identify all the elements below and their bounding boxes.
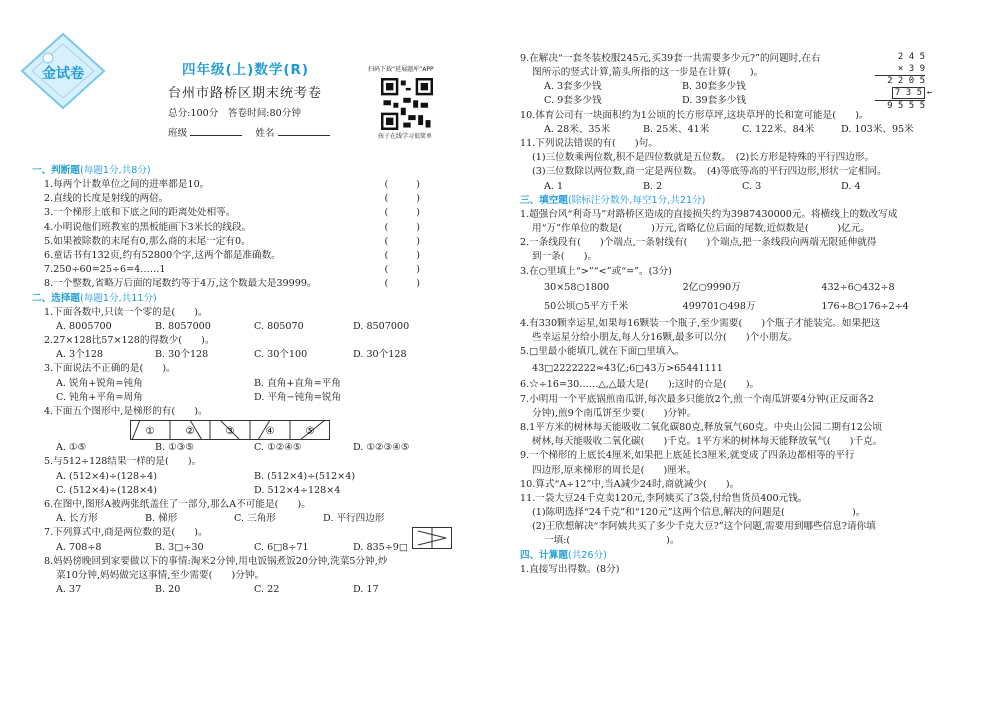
option-c[interactable]: C. 22 bbox=[254, 584, 280, 596]
option-a[interactable]: A. (512×4)÷(128÷4) bbox=[56, 470, 157, 482]
mc-q10-options bbox=[520, 123, 940, 137]
mc-q6-options bbox=[32, 512, 412, 526]
option-d[interactable]: D. ①②③④⑤ bbox=[353, 442, 410, 454]
option-c[interactable]: C. 30个100 bbox=[254, 349, 308, 361]
section-2-note: (每题1分,共11分) bbox=[79, 292, 157, 304]
fill-q2-line2: 到一条( )。 bbox=[532, 251, 598, 263]
fill-q3-row2 bbox=[520, 298, 960, 317]
five-shapes-figure bbox=[130, 420, 330, 440]
option-c[interactable]: C. 3 bbox=[742, 180, 762, 192]
option-b[interactable]: B. 3□÷30 bbox=[155, 541, 204, 553]
option-b[interactable]: B. 30套多少钱 bbox=[682, 81, 746, 93]
logo-badge bbox=[18, 30, 108, 112]
fill-q7-line1: 7.小明用一个平底锅煎南瓜饼,每次最多只能放2个,煎一个南瓜饼要4分钟(正反面各2 bbox=[520, 393, 874, 405]
class-label: 班级 bbox=[168, 128, 188, 139]
section-1-title: 一、判断题 bbox=[32, 164, 80, 176]
tf-q2: 2.直线的长度是射线的两倍。 () bbox=[44, 193, 448, 205]
tf-q5: 5.如果被除数的末尾有0,那么商的末尾一定有0。 () bbox=[44, 235, 448, 247]
fill-q11-part2: (2)王欣想解决“李阿姨共买了多少千克大豆?”这个问题,需要用到哪些信息?请你填 bbox=[532, 521, 876, 533]
fill-q5-line2[interactable]: 43□2222222≈43亿;6□43万>65441111 bbox=[532, 362, 723, 374]
name-label: 姓名 bbox=[255, 128, 275, 139]
option-c[interactable]: C. 钝角+平角=周角 bbox=[56, 391, 143, 403]
fill-q11: 11.一袋大豆24千克卖120元,李阿姨买了3袋,付给售货员400元钱。 bbox=[520, 492, 808, 504]
mc-q8-line1: 8.妈妈傍晚回到家要做以下的事情:淘米2分钟,用电饭锅煮饭20分钟,洗菜5分钟,炒 bbox=[44, 555, 388, 567]
covered-shape-figure bbox=[412, 527, 452, 549]
left-column bbox=[32, 164, 472, 597]
class-field[interactable] bbox=[190, 127, 242, 136]
fill-q9-line2: 四边形,原来梯形的周长是( )厘米。 bbox=[532, 464, 697, 476]
tf-q7: 7.250÷60=25÷6=4……1 () bbox=[44, 264, 448, 276]
option-b[interactable]: B. ①③⑤ bbox=[155, 442, 194, 454]
option-d[interactable]: D. 4 bbox=[841, 180, 861, 192]
option-c[interactable]: C. 三角形 bbox=[234, 513, 276, 525]
option-a[interactable]: A. 长方形 bbox=[56, 513, 98, 525]
option-a[interactable]: A. 3套多少钱 bbox=[544, 81, 602, 93]
option-a[interactable]: A. 28米、35米 bbox=[544, 123, 611, 135]
paper-subtitle: 台州市路桥区期末统考卷 bbox=[168, 86, 323, 101]
fill-q10: 10.算式“A÷12”中,当A减少24时,商就减少( )。 bbox=[520, 478, 740, 490]
option-c[interactable]: C. 122米、84米 bbox=[742, 123, 815, 135]
answer-paren[interactable]: () bbox=[384, 249, 448, 261]
fill-q4-line2: 些幸运星分给小朋友,每人分16颗,最多可以分( )个小朋友。 bbox=[532, 332, 798, 344]
calc-q1: 1.直接写出得数。(8分) bbox=[520, 563, 620, 575]
fill-q1-line1: 1.超强台风“利奇马”对路桥区造成的直接损失约为3987430000元。将横线上的数改写成 bbox=[520, 208, 898, 220]
answer-paren[interactable]: () bbox=[384, 264, 448, 276]
mc-q3: 3.下面说法不正确的是( )。 bbox=[44, 363, 176, 375]
mc-q4: 4.下面五个图形中,是梯形的有( )。 bbox=[44, 406, 208, 418]
option-b[interactable]: B. 梯形 bbox=[145, 513, 178, 525]
tf-q1: 1.每两个计数单位之间的进率都是10。 () bbox=[44, 179, 448, 191]
name-field[interactable] bbox=[278, 127, 330, 136]
option-d[interactable]: D. 835÷9□ bbox=[353, 541, 408, 553]
mc-q11: 11.下列说法错误的有( )句。 bbox=[520, 137, 658, 149]
option-d[interactable]: D. 8507000 bbox=[353, 320, 410, 332]
tf-q3: 3.一个梯形上底和下底之间的距离处处相等。 () bbox=[44, 207, 448, 219]
mc-q9-options-1 bbox=[520, 80, 820, 94]
mc-q5-options-2 bbox=[32, 484, 452, 498]
vert-row-1: 2 4 5 bbox=[897, 52, 925, 62]
mc-q6: 6.在图中,图形A被两张纸盖住了一部分,那么A不可能是( )。 bbox=[44, 498, 311, 510]
mc-q7: 7.下列算式中,商是两位数的是( )。 bbox=[44, 527, 208, 539]
mc-q11-options bbox=[520, 180, 940, 194]
fill-q8-line1: 8.1平方米的树林每天能吸收二氧化碳80克,释放氧气60克。中央山公园二期有12公顷 bbox=[520, 421, 882, 433]
mc-q4-options bbox=[32, 441, 452, 455]
fill-q6: 6.☆÷16=30……△,△最大是( );这时的☆是( )。 bbox=[520, 379, 760, 391]
mc-q8-line2: 菜10分钟,妈妈做完这事情,至少需要( )分钟。 bbox=[56, 569, 265, 581]
option-b[interactable]: B. 直角+直角=平角 bbox=[254, 377, 341, 389]
option-d[interactable]: D. 平行四边形 bbox=[323, 513, 385, 525]
shape-label: ① bbox=[145, 426, 155, 438]
mc-q8-options bbox=[32, 583, 452, 597]
option-d[interactable]: D. 30个128 bbox=[353, 349, 407, 361]
mc-q5: 5.与512÷128结果一样的是( )。 bbox=[44, 456, 202, 468]
option-d[interactable]: D. 平角−钝角=锐角 bbox=[254, 391, 342, 403]
option-c[interactable]: C. 6□8÷71 bbox=[254, 541, 309, 553]
mc-q9-line1: 9.在解决“一套冬装校服245元,买39套一共需要多少元?”的问题时,在右 bbox=[520, 52, 821, 64]
compare-item[interactable]: 432÷6○432÷8 bbox=[821, 282, 895, 294]
option-a[interactable]: A. 8005700 bbox=[56, 320, 112, 332]
mc-q3-options-2 bbox=[32, 391, 452, 405]
section-2-title: 二、选择题 bbox=[32, 292, 80, 304]
mc-q5-options-1 bbox=[32, 470, 452, 484]
vert-row-2: × 3 9 bbox=[875, 64, 925, 77]
compare-item[interactable]: 30×58○1800 bbox=[544, 282, 610, 294]
shape-label: ③ bbox=[225, 426, 235, 438]
tf-q4: 4.小明说他们班教室的黑板能画下3米长的线段。 () bbox=[44, 221, 448, 233]
mc-q11-stmt-2: (3)三位数除以两位数,商一定是两位数。 (4)等底等高的平行四边形,形状一定相同。 bbox=[532, 166, 887, 178]
paper-title: 四年级(上)数学(R) bbox=[182, 62, 310, 78]
mc-q9-options-2 bbox=[520, 95, 820, 109]
option-b[interactable]: B. 25米、41米 bbox=[643, 123, 710, 135]
compare-item[interactable]: 176÷8○176÷2÷4 bbox=[821, 301, 909, 313]
fill-q4-line1: 4.有330颗幸运星,如果每16颗装一个瓶子,至少需要( )个瓶子才能装完。如果把这 bbox=[520, 317, 881, 329]
answer-paren[interactable]: () bbox=[384, 235, 448, 247]
section-4-title: 四、计算题 bbox=[520, 549, 568, 561]
shape-label: ⑤ bbox=[305, 426, 315, 438]
arrow-left-icon: ← bbox=[927, 88, 933, 99]
shape-figures bbox=[32, 419, 472, 441]
answer-paren[interactable]: () bbox=[384, 221, 448, 233]
fill-q5: 5.□里最小能填几,就在下面□里填入。 bbox=[520, 346, 685, 358]
right-column bbox=[520, 52, 960, 577]
fill-q8-line2: 树林,每天能吸收二氧化碳( )千克。1平方米的树林每天能释放氧气( )千克。 bbox=[532, 436, 883, 448]
fill-q2-line1: 2.一条线段有( )个端点,一条射线有( )个端点,把一条线段向两端无限延伸就得 bbox=[520, 237, 877, 249]
option-b[interactable]: B. 8057000 bbox=[155, 320, 211, 332]
fill-q7-line2: 分钟),煎9个南瓜饼至少要( )分钟。 bbox=[532, 407, 697, 419]
option-b[interactable]: B. 2 bbox=[643, 180, 663, 192]
answer-paren[interactable]: () bbox=[384, 207, 448, 219]
mc-q1-options bbox=[32, 320, 452, 334]
option-d[interactable]: D. 17 bbox=[353, 584, 379, 596]
option-d[interactable]: D. 512×4÷128×4 bbox=[254, 484, 341, 496]
fill-q11-part2-blank[interactable]: 一填:( )。 bbox=[544, 535, 680, 547]
section-3-note: (除标注分数外,每空1分,共21分) bbox=[567, 194, 706, 206]
option-a[interactable]: A. 708÷8 bbox=[56, 541, 102, 553]
student-info bbox=[168, 127, 340, 140]
answer-paren[interactable]: () bbox=[384, 193, 448, 205]
mc-q9-line2: 图所示的竖式计算,箭头所指的这一步是在计算( )。 bbox=[532, 67, 764, 79]
option-a[interactable]: A. 37 bbox=[56, 584, 82, 596]
option-d[interactable]: D. 103米、95米 bbox=[841, 123, 914, 135]
option-a[interactable]: A. 锐角+锐角=钝角 bbox=[56, 377, 143, 389]
mc-q2-options bbox=[32, 348, 452, 362]
fill-q9-line1: 9.一个梯形的上底长4厘米,如果把上底延长3厘米,就变成了四条边都相等的平行 bbox=[520, 450, 855, 462]
option-b[interactable]: B. 20 bbox=[155, 584, 181, 596]
logo-text: 金试卷 bbox=[42, 66, 84, 82]
vert-row-5: 9 5 5 5 bbox=[887, 100, 925, 111]
option-c[interactable]: C. ①②④⑤ bbox=[254, 442, 302, 454]
compare-item[interactable]: 50公顷○5平方千米 bbox=[544, 301, 629, 313]
mc-q11-stmt-1: (1)三位数乘两位数,积不是四位数就是五位数。 (2)长方形是特殊的平行四边形。 bbox=[532, 152, 875, 164]
option-c[interactable]: C. (512×4)÷(128×4) bbox=[56, 484, 158, 496]
option-a[interactable]: A. ①⑤ bbox=[56, 442, 87, 454]
mc-q10: 10.体育公司有一块面积约为1公顷的长方形草坪,这块草坪的长和宽可能是( )。 bbox=[520, 109, 869, 121]
mc-q7-options bbox=[32, 541, 452, 555]
answer-paren[interactable]: () bbox=[384, 179, 448, 191]
option-d[interactable]: D. 39套多少钱 bbox=[682, 95, 747, 107]
qr-code[interactable] bbox=[381, 78, 433, 130]
fill-q3-row1 bbox=[520, 279, 960, 298]
mc-q1: 1.下面各数中,只读一个零的是( )。 bbox=[44, 306, 208, 318]
shape-label: ② bbox=[185, 426, 195, 438]
mc-q2: 2.27×128比57×128的得数少( )。 bbox=[44, 335, 215, 347]
tf-q6: 6.童话书有132页,约有52800个字,这两个都是准确数。 () bbox=[44, 249, 448, 261]
tf-q8: 8.一个整数,省略万后面的尾数约等于4万,这个数最大是39999。 () bbox=[44, 278, 448, 290]
shape-label: ④ bbox=[265, 426, 275, 438]
vert-row-4-boxed: 7 3 5 bbox=[892, 87, 925, 99]
mc-q3-options-1 bbox=[32, 377, 452, 391]
option-c[interactable]: C. 805070 bbox=[254, 320, 304, 332]
paper-meta: 总分:100分 答卷时间:80分钟 bbox=[168, 108, 301, 119]
option-c[interactable]: C. 9套多少钱 bbox=[544, 95, 602, 107]
section-4-note: (共26分) bbox=[567, 549, 607, 561]
compare-item[interactable]: 499701○498万 bbox=[682, 301, 756, 313]
option-a[interactable]: A. 3个128 bbox=[56, 349, 104, 361]
vert-row-3: 2 2 0 5 bbox=[887, 76, 925, 87]
section-3-title: 三、填空题 bbox=[520, 194, 568, 206]
fill-q1-line2: 用“万”作单位的数是( )万元,省略亿位后面的尾数,近似数是( )亿元。 bbox=[532, 223, 870, 235]
fill-q11-part1: (1)陈明选择“24千克”和“120元”这两个信息,解决的问题是( )。 bbox=[532, 507, 866, 519]
option-b[interactable]: B. (512×4)÷(512×4) bbox=[254, 470, 356, 482]
option-b[interactable]: B. 30个128 bbox=[155, 349, 209, 361]
section-1-note: (每题1分,共8分) bbox=[79, 164, 151, 176]
option-a[interactable]: A. 1 bbox=[544, 180, 564, 192]
qr-caption-bottom: 孩子在线学习很简单 bbox=[378, 133, 433, 140]
compare-item[interactable]: 2亿○9990万 bbox=[682, 282, 741, 294]
qr-caption-top: 扫码下载“延展题库”APP bbox=[368, 66, 434, 73]
answer-paren[interactable]: () bbox=[384, 278, 448, 290]
fill-q3: 3.在○里填上“>”“<”或“=”。(3分) bbox=[520, 265, 672, 277]
